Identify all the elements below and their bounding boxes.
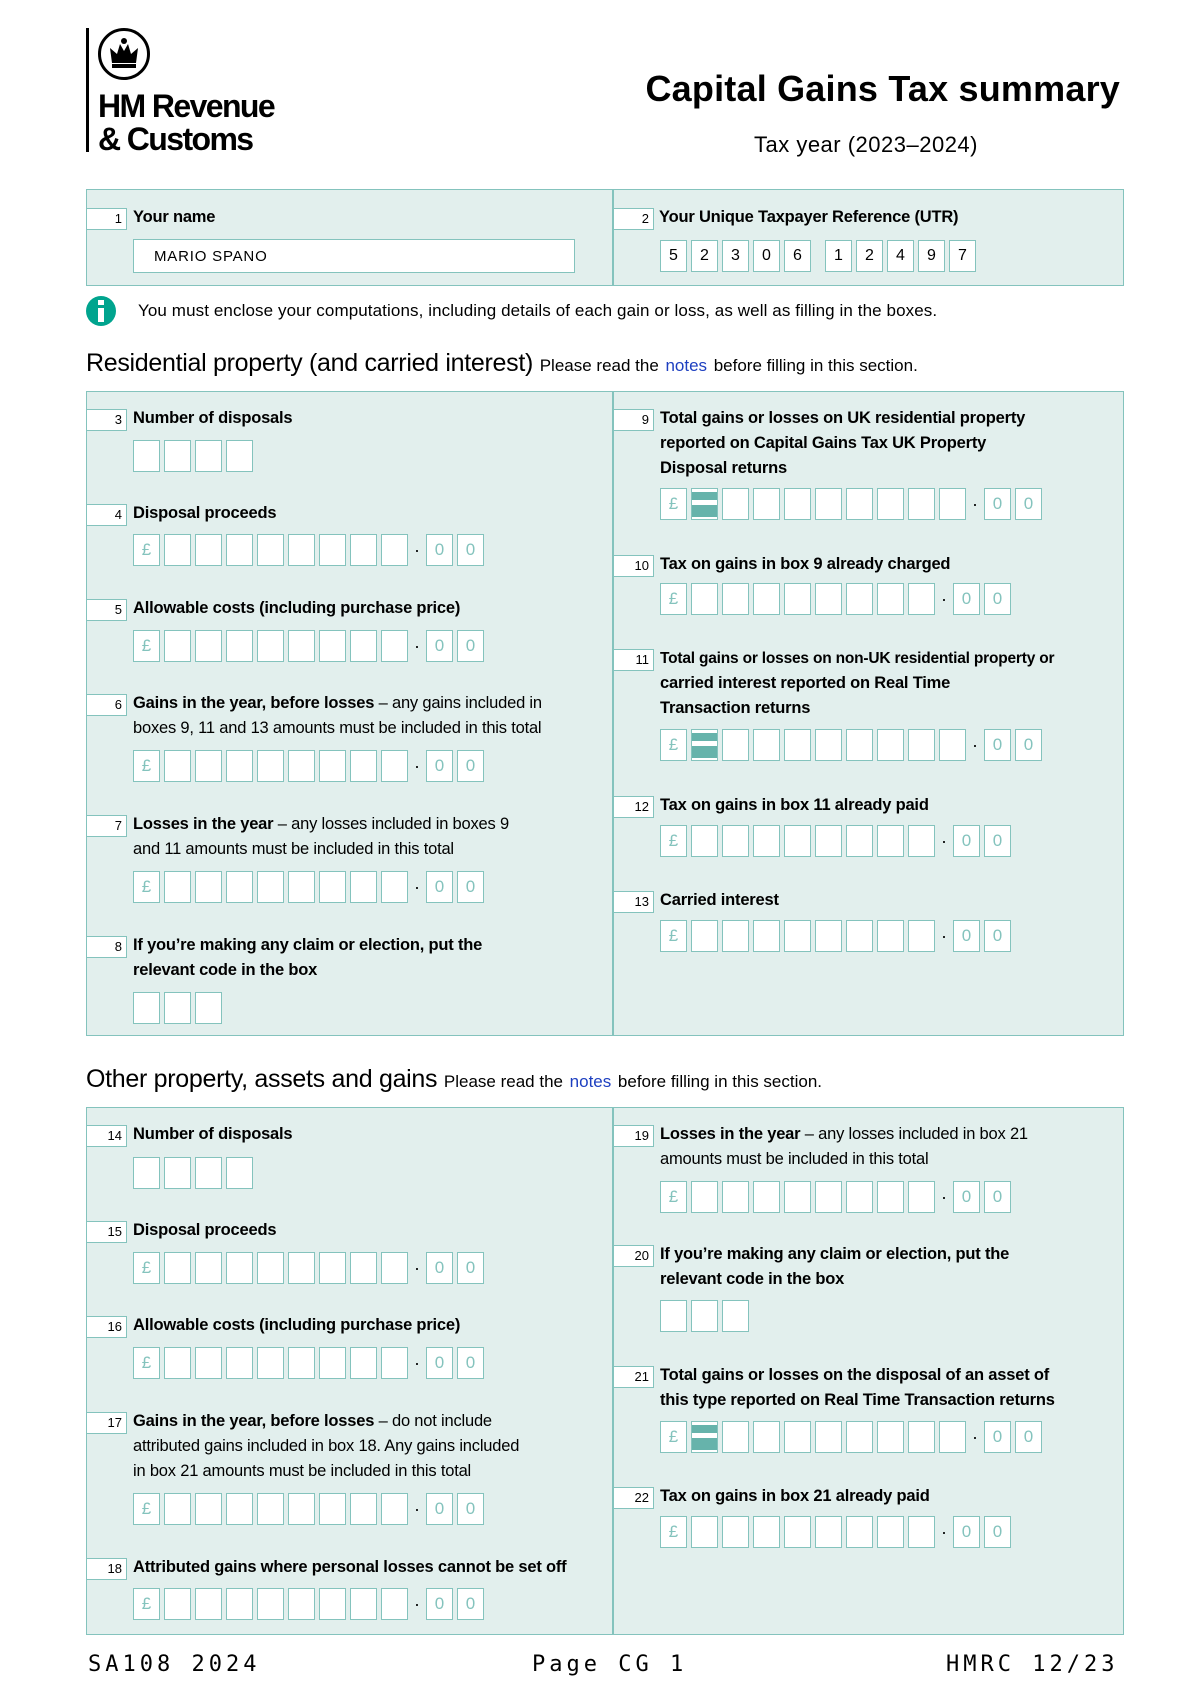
- digit-cell[interactable]: [226, 1493, 253, 1525]
- box-number-21: 21: [614, 1366, 654, 1388]
- digit-cell[interactable]: [381, 1252, 408, 1284]
- digit-cell[interactable]: [319, 1347, 346, 1379]
- digit-cell[interactable]: [350, 750, 377, 782]
- box11-label: Total gains or losses on non-UK residential property or carried interest reported on Real Time Transaction returns: [660, 650, 1055, 717]
- decimal-point: ·: [941, 588, 947, 609]
- personal-details-panel: [86, 189, 1124, 286]
- digit-cell[interactable]: [877, 825, 904, 857]
- box18-attributed-gains-input[interactable]: [133, 1588, 488, 1620]
- box-number-15: 15: [87, 1221, 127, 1243]
- digit-cell[interactable]: [784, 583, 811, 615]
- digit-cell[interactable]: [784, 488, 811, 520]
- box6-label: Gains in the year, before losses – any gains included in boxes 9, 11 and 13 amounts must be included in this total: [133, 694, 542, 737]
- digit-cell[interactable]: [815, 1181, 842, 1213]
- digit-cell[interactable]: [164, 534, 191, 566]
- digit-cell[interactable]: [691, 825, 718, 857]
- digit-cell[interactable]: [350, 630, 377, 662]
- digit-cell[interactable]: 0: [984, 583, 1011, 615]
- digit-cell[interactable]: 0: [457, 1347, 484, 1379]
- digit-cell[interactable]: [195, 1252, 222, 1284]
- box-number-19: 19: [614, 1125, 654, 1147]
- digit-cell[interactable]: [753, 729, 780, 761]
- decimal-point: ·: [941, 925, 947, 946]
- utr-digit[interactable]: 5: [660, 240, 687, 272]
- section-title: Residential property (and carried interest): [86, 349, 534, 377]
- digit-cell[interactable]: 0: [984, 729, 1011, 761]
- digit-cell[interactable]: [691, 583, 718, 615]
- digit-cell[interactable]: [319, 1588, 346, 1620]
- digit-cell[interactable]: [257, 750, 284, 782]
- digit-cell[interactable]: [226, 630, 253, 662]
- digit-cell[interactable]: 0: [953, 1181, 980, 1213]
- digit-cell[interactable]: 0: [457, 630, 484, 662]
- box17-gains-input[interactable]: [133, 1493, 488, 1525]
- utr-input[interactable]: [660, 240, 980, 272]
- digit-cell[interactable]: [691, 920, 718, 952]
- digit-cell[interactable]: [908, 488, 935, 520]
- box9-uk-residential-gains-input[interactable]: [660, 488, 1046, 520]
- box-number-14: 14: [87, 1125, 127, 1147]
- digit-cell[interactable]: [381, 1493, 408, 1525]
- box4-disposal-proceeds-input[interactable]: [133, 534, 488, 566]
- digit-cell[interactable]: [350, 871, 377, 903]
- digit-cell[interactable]: [722, 1516, 749, 1548]
- digit-cell[interactable]: [722, 1421, 749, 1453]
- box22-tax-paid-input[interactable]: [660, 1516, 1015, 1548]
- digit-cell[interactable]: [784, 1181, 811, 1213]
- decimal-point: ·: [414, 635, 420, 656]
- box-number-4: 4: [87, 504, 127, 526]
- digit-cell[interactable]: [164, 1493, 191, 1525]
- digit-cell[interactable]: [350, 534, 377, 566]
- name-input[interactable]: MARIO SPANO: [133, 239, 575, 273]
- box-number-9: 9: [614, 409, 654, 431]
- digit-cell[interactable]: [908, 583, 935, 615]
- decimal-point: ·: [414, 1498, 420, 1519]
- box20-claim-code-input[interactable]: [660, 1300, 753, 1332]
- digit-cell[interactable]: [257, 1588, 284, 1620]
- digit-cell[interactable]: [350, 1493, 377, 1525]
- digit-cell[interactable]: [815, 1421, 842, 1453]
- digit-cell[interactable]: 0: [426, 1252, 453, 1284]
- digit-cell[interactable]: 0: [984, 825, 1011, 857]
- box10-label: Tax on gains in box 9 already charged: [660, 555, 951, 573]
- name-label: Your name: [133, 208, 216, 226]
- digit-cell[interactable]: [319, 1493, 346, 1525]
- digit-cell[interactable]: [381, 871, 408, 903]
- digit-cell[interactable]: [877, 488, 904, 520]
- digit-cell[interactable]: 0: [1015, 488, 1042, 520]
- section-note-prefix: Please read the: [539, 356, 659, 375]
- section-title: Other property, assets and gains: [86, 1065, 438, 1093]
- decimal-point: ·: [414, 1593, 420, 1614]
- digit-cell[interactable]: [784, 1421, 811, 1453]
- digit-cell[interactable]: 0: [984, 1516, 1011, 1548]
- digit-cell[interactable]: 0: [426, 1588, 453, 1620]
- digit-cell[interactable]: [226, 1588, 253, 1620]
- digit-cell[interactable]: [350, 1347, 377, 1379]
- digit-cell[interactable]: [691, 488, 718, 520]
- digit-cell[interactable]: [691, 1516, 718, 1548]
- digit-cell[interactable]: [226, 534, 253, 566]
- pound-sign-cell: £: [133, 871, 160, 903]
- box-number-12: 12: [614, 796, 654, 818]
- digit-cell[interactable]: [908, 1421, 935, 1453]
- section-heading-other-property: [86, 1065, 822, 1094]
- pound-sign-cell: £: [133, 1493, 160, 1525]
- digit-cell[interactable]: [877, 1421, 904, 1453]
- box8-label: If you’re making any claim or election, put the relevant code in the box: [133, 936, 483, 979]
- digit-cell[interactable]: [288, 534, 315, 566]
- digit-cell[interactable]: [381, 630, 408, 662]
- digit-cell[interactable]: [784, 825, 811, 857]
- digit-cell[interactable]: [815, 488, 842, 520]
- page-number: Page CG 1: [532, 1652, 688, 1677]
- digit-cell[interactable]: [815, 583, 842, 615]
- digit-cell[interactable]: [939, 729, 966, 761]
- decimal-point: ·: [972, 734, 978, 755]
- crown-icon: [98, 28, 150, 80]
- digit-cell[interactable]: [846, 920, 873, 952]
- pound-sign-cell: £: [660, 583, 687, 615]
- box-number-16: 16: [87, 1316, 127, 1338]
- other-property-panel: [86, 1107, 1124, 1635]
- box-number-1: 1: [87, 208, 127, 230]
- pound-sign-cell: £: [133, 630, 160, 662]
- box11-non-uk-gains-input[interactable]: [660, 729, 1046, 761]
- box-number-2: 2: [614, 208, 654, 230]
- digit-cell[interactable]: [691, 1181, 718, 1213]
- pound-sign-cell: £: [660, 729, 687, 761]
- box-number-6: 6: [87, 694, 127, 716]
- digit-cell[interactable]: 0: [953, 825, 980, 857]
- digit-cell[interactable]: [195, 750, 222, 782]
- digit-cell[interactable]: [722, 729, 749, 761]
- box12-label: Tax on gains in box 11 already paid: [660, 796, 929, 814]
- box15-disposal-proceeds-input[interactable]: [133, 1252, 488, 1284]
- digit-cell[interactable]: [846, 488, 873, 520]
- utr-digit[interactable]: 9: [918, 240, 945, 272]
- utr-digit[interactable]: 4: [887, 240, 914, 272]
- digit-cell[interactable]: [908, 825, 935, 857]
- pound-sign-cell: £: [133, 534, 160, 566]
- page-title: Capital Gains Tax summary: [645, 68, 1120, 109]
- box21-label: Total gains or losses on the disposal of an asset of this type reported on Real Time Transaction returns: [660, 1366, 1055, 1409]
- box4-label: Disposal proceeds: [133, 504, 277, 522]
- digit-cell[interactable]: [164, 1347, 191, 1379]
- box5-label: Allowable costs (including purchase price): [133, 599, 461, 617]
- digit-cell[interactable]: [753, 1421, 780, 1453]
- box18-label: Attributed gains where personal losses cannot be set off: [133, 1558, 567, 1576]
- digit-cell[interactable]: [877, 920, 904, 952]
- digit-cell[interactable]: [691, 729, 718, 761]
- digit-cell[interactable]: [381, 1347, 408, 1379]
- box15-label: Disposal proceeds: [133, 1221, 277, 1239]
- digit-cell[interactable]: [815, 825, 842, 857]
- box13-label: Carried interest: [660, 891, 779, 909]
- digit-cell[interactable]: [288, 1347, 315, 1379]
- logo-text-line2: & Customs: [98, 121, 253, 157]
- digit-cell[interactable]: [722, 488, 749, 520]
- pound-sign-cell: £: [660, 488, 687, 520]
- section-note-prefix: Please read the: [443, 1072, 563, 1091]
- box-number-3: 3: [87, 409, 127, 431]
- digit-cell[interactable]: [691, 1421, 718, 1453]
- digit-cell[interactable]: [226, 1347, 253, 1379]
- section-note-suffix: before filling in this section.: [617, 1072, 823, 1091]
- digit-cell[interactable]: 0: [953, 920, 980, 952]
- digit-cell[interactable]: [846, 1181, 873, 1213]
- box6-gains-input[interactable]: [133, 750, 488, 782]
- digit-cell[interactable]: [784, 920, 811, 952]
- digit-cell[interactable]: [381, 750, 408, 782]
- box8-claim-code-input[interactable]: [133, 992, 226, 1024]
- digit-cell[interactable]: [319, 871, 346, 903]
- digit-cell[interactable]: 0: [984, 488, 1011, 520]
- digit-cell[interactable]: [288, 750, 315, 782]
- digit-cell[interactable]: [319, 750, 346, 782]
- digit-cell[interactable]: [877, 583, 904, 615]
- digit-cell[interactable]: [753, 488, 780, 520]
- digit-cell[interactable]: [381, 1588, 408, 1620]
- box-number-8: 8: [87, 936, 127, 958]
- digit-cell[interactable]: [877, 729, 904, 761]
- box9-label: Total gains or losses on UK residential property reported on Capital Gains Tax UK Property Disposal returns: [660, 409, 1026, 477]
- digit-cell[interactable]: [164, 630, 191, 662]
- form-version: HMRC 12/23: [946, 1652, 1119, 1677]
- box3-number-of-disposals-input[interactable]: [133, 440, 257, 472]
- digit-cell[interactable]: 0: [426, 630, 453, 662]
- digit-cell[interactable]: [288, 871, 315, 903]
- digit-cell[interactable]: [722, 920, 749, 952]
- digit-cell[interactable]: [877, 1516, 904, 1548]
- info-icon: [86, 296, 116, 326]
- digit-cell[interactable]: 0: [953, 583, 980, 615]
- box7-label: Losses in the year – any losses included in boxes 9 and 11 amounts must be included in this total: [133, 815, 509, 858]
- box-number-20: 20: [614, 1245, 654, 1267]
- digit-cell[interactable]: [257, 1493, 284, 1525]
- digit-cell[interactable]: [195, 871, 222, 903]
- utr-digit[interactable]: 2: [856, 240, 883, 272]
- digit-cell[interactable]: [753, 1516, 780, 1548]
- digit-cell[interactable]: [226, 871, 253, 903]
- digit-cell[interactable]: 0: [953, 1516, 980, 1548]
- box5-allowable-costs-input[interactable]: [133, 630, 488, 662]
- digit-cell[interactable]: [722, 1181, 749, 1213]
- pound-sign-cell: £: [660, 1516, 687, 1548]
- digit-cell[interactable]: [195, 1493, 222, 1525]
- digit-cell[interactable]: 0: [457, 1252, 484, 1284]
- digit-cell[interactable]: [877, 1181, 904, 1213]
- digit-cell[interactable]: [319, 630, 346, 662]
- digit-cell[interactable]: [846, 825, 873, 857]
- box21-asset-gains-input[interactable]: [660, 1421, 1046, 1453]
- decimal-point: ·: [941, 1521, 947, 1542]
- digit-cell[interactable]: [753, 583, 780, 615]
- utr-digit[interactable]: 0: [753, 240, 780, 272]
- enclose-computations-note: You must enclose your computations, including details of each gain or loss, as well as filling in the boxes.: [138, 301, 938, 320]
- digit-cell[interactable]: [753, 920, 780, 952]
- digit-cell[interactable]: [722, 825, 749, 857]
- box-number-5: 5: [87, 599, 127, 621]
- digit-cell[interactable]: 0: [984, 1421, 1011, 1453]
- digit-cell[interactable]: [784, 729, 811, 761]
- digit-cell[interactable]: 0: [1015, 1421, 1042, 1453]
- digit-cell[interactable]: [195, 1588, 222, 1620]
- digit-cell[interactable]: [164, 871, 191, 903]
- utr-digit[interactable]: 7: [949, 240, 976, 272]
- box-number-13: 13: [614, 891, 654, 913]
- utr-label: Your Unique Taxpayer Reference (UTR): [659, 208, 959, 226]
- digit-cell[interactable]: [908, 920, 935, 952]
- digit-cell[interactable]: [846, 1516, 873, 1548]
- digit-cell[interactable]: [846, 583, 873, 615]
- box14-label: Number of disposals: [133, 1125, 293, 1143]
- digit-cell[interactable]: [195, 1347, 222, 1379]
- digit-cell[interactable]: [846, 1421, 873, 1453]
- pound-sign-cell: £: [660, 1181, 687, 1213]
- digit-cell[interactable]: [815, 1516, 842, 1548]
- digit-cell[interactable]: [195, 630, 222, 662]
- digit-cell[interactable]: [908, 1516, 935, 1548]
- pound-sign-cell: £: [133, 1347, 160, 1379]
- digit-cell[interactable]: [908, 729, 935, 761]
- digit-cell[interactable]: [846, 729, 873, 761]
- box-number-17: 17: [87, 1412, 127, 1434]
- digit-cell[interactable]: [381, 534, 408, 566]
- digit-cell[interactable]: 0: [426, 871, 453, 903]
- digit-cell[interactable]: 0: [984, 1181, 1011, 1213]
- decimal-point: ·: [941, 1186, 947, 1207]
- decimal-point: ·: [414, 1257, 420, 1278]
- box-number-10: 10: [614, 555, 654, 577]
- digit-cell[interactable]: 0: [426, 534, 453, 566]
- box20-label: If you’re making any claim or election, put the relevant code in the box: [660, 1245, 1010, 1288]
- box14-number-of-disposals-input[interactable]: [133, 1157, 257, 1189]
- digit-cell[interactable]: 0: [457, 1493, 484, 1525]
- box22-label: Tax on gains in box 21 already paid: [660, 1487, 930, 1505]
- notes-link[interactable]: notes: [569, 1072, 612, 1091]
- form-code: SA108 2024: [88, 1652, 261, 1677]
- section-heading-residential: [86, 349, 918, 378]
- section-note-suffix: before filling in this section.: [713, 356, 918, 375]
- residential-property-panel: [86, 391, 1124, 1036]
- box-number-7: 7: [87, 815, 127, 837]
- decimal-point: ·: [414, 539, 420, 560]
- digit-cell[interactable]: 0: [457, 750, 484, 782]
- box17-label: Gains in the year, before losses – do not include attributed gains included in box 18. Any gains included in box 21 amounts must be included in this total: [133, 1412, 520, 1480]
- digit-cell[interactable]: [164, 750, 191, 782]
- decimal-point: ·: [972, 493, 978, 514]
- utr-digit[interactable]: 3: [722, 240, 749, 272]
- digit-cell[interactable]: 0: [984, 920, 1011, 952]
- pound-sign-cell: £: [660, 920, 687, 952]
- logo-text-line1: HM Revenue: [98, 88, 275, 124]
- digit-cell[interactable]: [288, 1252, 315, 1284]
- box16-label: Allowable costs (including purchase price): [133, 1316, 461, 1334]
- digit-cell[interactable]: [164, 1252, 191, 1284]
- digit-cell[interactable]: [257, 1347, 284, 1379]
- digit-cell[interactable]: [164, 1588, 191, 1620]
- digit-cell[interactable]: [815, 920, 842, 952]
- digit-cell[interactable]: [257, 1252, 284, 1284]
- decimal-point: ·: [414, 876, 420, 897]
- digit-cell[interactable]: [226, 1252, 253, 1284]
- digit-cell[interactable]: 0: [457, 871, 484, 903]
- box-number-18: 18: [87, 1558, 127, 1580]
- box10-tax-charged-input[interactable]: [660, 583, 1015, 615]
- notes-link[interactable]: notes: [665, 356, 708, 375]
- pound-sign-cell: £: [133, 750, 160, 782]
- digit-cell[interactable]: [288, 1493, 315, 1525]
- digit-cell[interactable]: 0: [426, 1347, 453, 1379]
- utr-digit[interactable]: 2: [691, 240, 718, 272]
- digit-cell[interactable]: [350, 1588, 377, 1620]
- digit-cell[interactable]: 0: [457, 534, 484, 566]
- logo-rule: [86, 28, 89, 152]
- digit-cell[interactable]: 0: [457, 1588, 484, 1620]
- digit-cell[interactable]: [226, 750, 253, 782]
- decimal-point: ·: [414, 1352, 420, 1373]
- digit-cell[interactable]: 0: [426, 1493, 453, 1525]
- digit-cell[interactable]: [753, 1181, 780, 1213]
- pound-sign-cell: £: [660, 825, 687, 857]
- digit-cell[interactable]: [288, 1588, 315, 1620]
- digit-cell[interactable]: [722, 583, 749, 615]
- digit-cell[interactable]: [257, 871, 284, 903]
- digit-cell[interactable]: [319, 534, 346, 566]
- tax-year: Tax year (2023–2024): [753, 132, 978, 157]
- pound-sign-cell: £: [133, 1252, 160, 1284]
- digit-cell[interactable]: 0: [1015, 729, 1042, 761]
- box-number-11: 11: [614, 649, 654, 671]
- digit-cell[interactable]: [288, 630, 315, 662]
- digit-cell[interactable]: [784, 1516, 811, 1548]
- decimal-point: ·: [972, 1426, 978, 1447]
- utr-digit[interactable]: 6: [784, 240, 811, 272]
- box-number-22: 22: [614, 1487, 654, 1509]
- digit-cell[interactable]: [939, 488, 966, 520]
- digit-cell[interactable]: [350, 1252, 377, 1284]
- box16-allowable-costs-input[interactable]: [133, 1347, 488, 1379]
- pound-sign-cell: £: [660, 1421, 687, 1453]
- digit-cell[interactable]: [319, 1252, 346, 1284]
- box3-label: Number of disposals: [133, 409, 293, 427]
- decimal-point: ·: [941, 830, 947, 851]
- digit-cell[interactable]: [815, 729, 842, 761]
- digit-cell[interactable]: [195, 534, 222, 566]
- decimal-point: ·: [414, 755, 420, 776]
- pound-sign-cell: £: [133, 1588, 160, 1620]
- digit-cell[interactable]: [257, 630, 284, 662]
- box19-losses-input[interactable]: [660, 1181, 1015, 1213]
- digit-cell[interactable]: [908, 1181, 935, 1213]
- digit-cell[interactable]: [257, 534, 284, 566]
- digit-cell[interactable]: 0: [426, 750, 453, 782]
- digit-cell[interactable]: [753, 825, 780, 857]
- digit-cell[interactable]: [939, 1421, 966, 1453]
- utr-digit[interactable]: 1: [825, 240, 852, 272]
- box7-losses-input[interactable]: [133, 871, 488, 903]
- box13-carried-interest-input[interactable]: [660, 920, 1015, 952]
- box19-label: Losses in the year – any losses included in box 21 amounts must be included in this total: [660, 1125, 1028, 1168]
- box12-tax-paid-input[interactable]: [660, 825, 1015, 857]
